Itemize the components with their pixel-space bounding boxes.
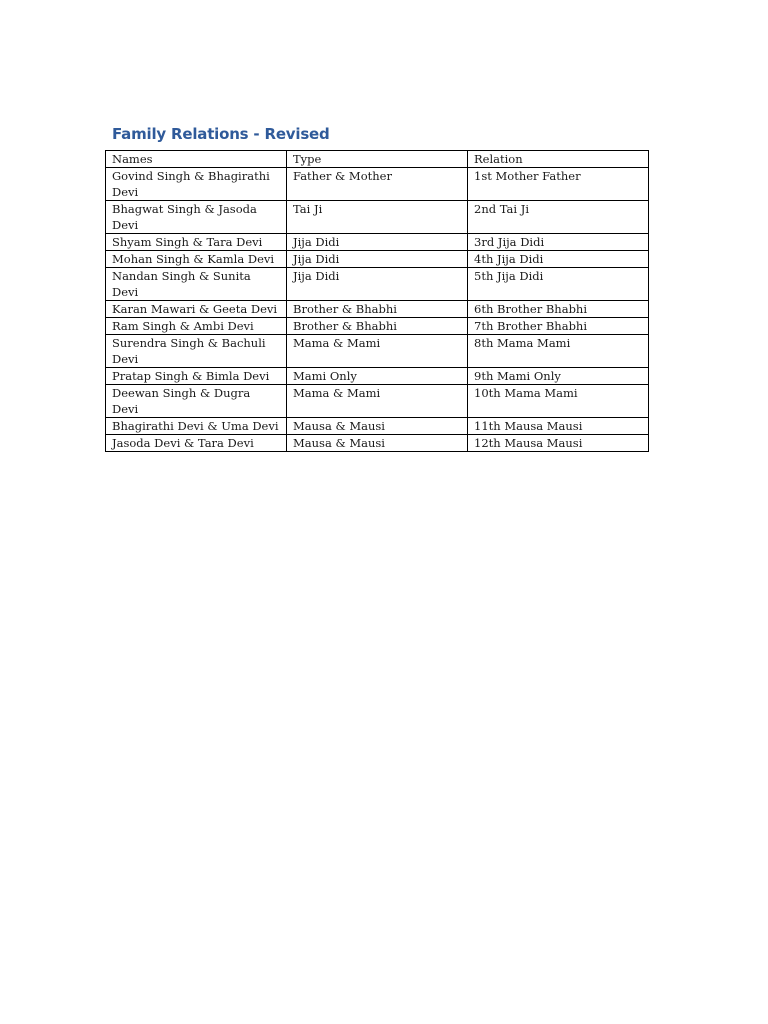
cell-relation: 9th Mami Only [468,368,649,385]
cell-names: Ram Singh & Ambi Devi [106,318,287,335]
cell-type: Mausa & Mausi [287,418,468,435]
table-row [106,301,649,318]
cell-relation: 7th Brother Bhabhi [468,318,649,335]
cell-type: Jija Didi [287,268,468,301]
cell-names: Karan Mawari & Geeta Devi [106,301,287,318]
table-header-row [106,151,649,168]
cell-relation: 4th Jija Didi [468,251,649,268]
cell-type: Brother & Bhabhi [287,318,468,335]
cell-names: Pratap Singh & Bimla Devi [106,368,287,385]
cell-relation: 11th Mausa Mausi [468,418,649,435]
cell-relation: 8th Mama Mami [468,335,649,368]
cell-relation: 5th Jija Didi [468,268,649,301]
table-row [106,251,649,268]
table-row [106,385,649,418]
cell-type: Mami Only [287,368,468,385]
cell-type: Jija Didi [287,251,468,268]
table-row [106,234,649,251]
table-row [106,335,649,368]
cell-type: Mama & Mami [287,385,468,418]
cell-relation: 10th Mama Mami [468,385,649,418]
cell-relation: 3rd Jija Didi [468,234,649,251]
cell-names: Surendra Singh & Bachuli Devi [106,335,287,368]
cell-names: Nandan Singh & Sunita Devi [106,268,287,301]
table-row [106,168,649,201]
table-row [106,368,649,385]
cell-type: Tai Ji [287,201,468,234]
cell-type: Father & Mother [287,168,468,201]
cell-relation: 1st Mother Father [468,168,649,201]
table-row [106,268,649,301]
cell-names: Bhagwat Singh & Jasoda Devi [106,201,287,234]
table-row [106,435,649,452]
cell-names: Deewan Singh & Dugra Devi [106,385,287,418]
cell-names: Jasoda Devi & Tara Devi [106,435,287,452]
table-row [106,418,649,435]
column-header-type: Type [287,151,468,168]
cell-names: Bhagirathi Devi & Uma Devi [106,418,287,435]
cell-relation: 6th Brother Bhabhi [468,301,649,318]
cell-names: Mohan Singh & Kamla Devi [106,251,287,268]
cell-type: Jija Didi [287,234,468,251]
page-title: Family Relations - Revised [112,125,330,143]
cell-names: Shyam Singh & Tara Devi [106,234,287,251]
cell-type: Brother & Bhabhi [287,301,468,318]
cell-relation: 2nd Tai Ji [468,201,649,234]
cell-names: Govind Singh & Bhagirathi Devi [106,168,287,201]
cell-relation: 12th Mausa Mausi [468,435,649,452]
column-header-names: Names [106,151,287,168]
cell-type: Mama & Mami [287,335,468,368]
cell-type: Mausa & Mausi [287,435,468,452]
column-header-relation: Relation [468,151,649,168]
table-row [106,318,649,335]
family-relations-table [105,150,649,452]
table-row [106,201,649,234]
